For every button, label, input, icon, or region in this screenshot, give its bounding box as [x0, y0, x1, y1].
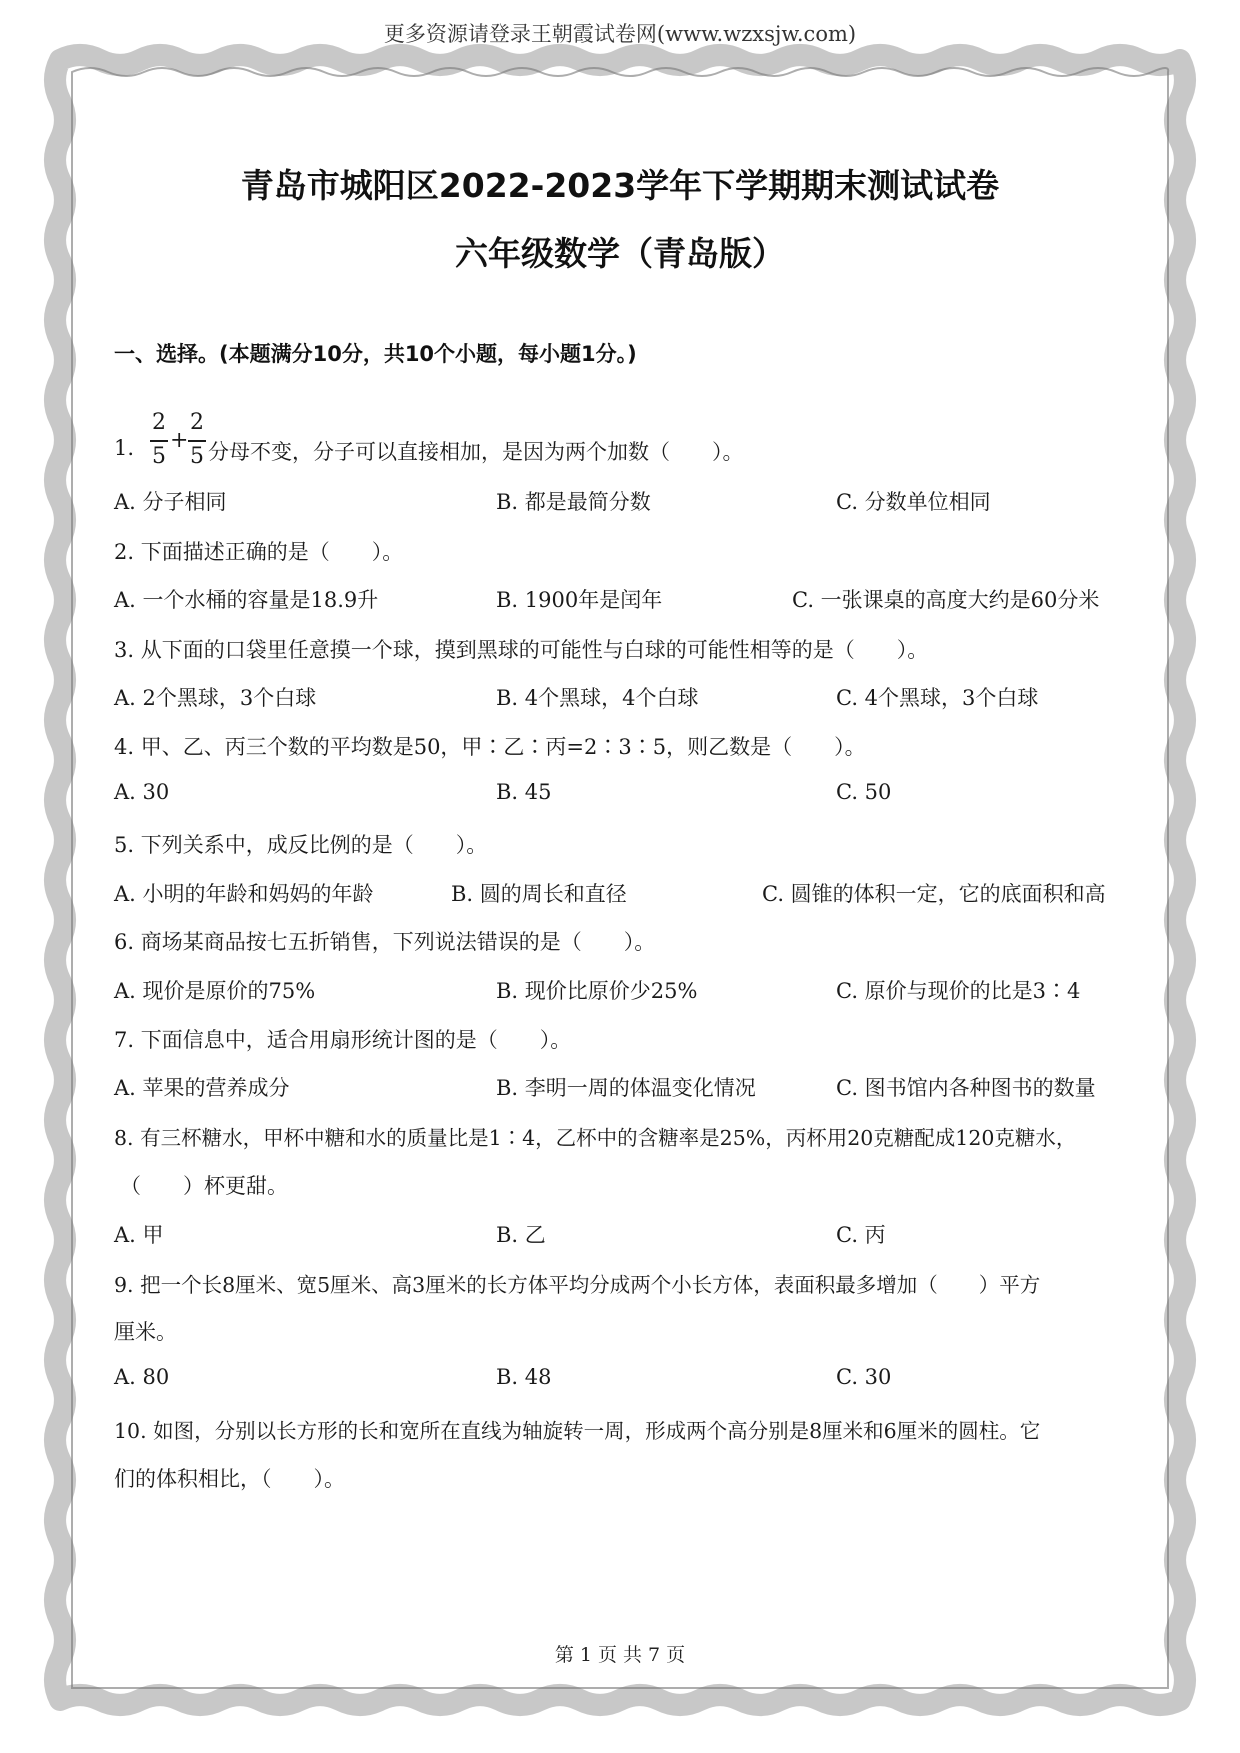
site-notice: 更多资源请登录王朝霞试卷网(www.wzxsjw.com): [383, 22, 857, 46]
q8-option-c: C. 丙: [836, 1223, 886, 1247]
q7-option-b: B. 李明一周的体温变化情况: [496, 1076, 756, 1100]
q5-text: 5. 下列关系中，成反比例的是（ ）。: [114, 833, 488, 857]
q1-frac2-denominator: 5: [190, 444, 204, 469]
q6-option-b: B. 现价比原价少25%: [496, 979, 698, 1003]
q2-option-c: C. 一张课桌的高度大约是60分米: [792, 588, 1100, 612]
q9-text: 9. 把一个长8厘米、宽5厘米、高3厘米的长方体平均分成两个小长方体，表面积最多增加（ ）平方: [114, 1273, 1041, 1297]
q8-text: 8. 有三杯糖水，甲杯中糖和水的质量比是1∶4，乙杯中的含糖率是25%，丙杯用20克糖配成120克糖水，: [114, 1126, 1077, 1150]
q6-option-a: A. 现价是原价的75%: [114, 979, 316, 1003]
q9-option-b: B. 48: [496, 1365, 552, 1389]
q4-option-a: A. 30: [114, 780, 170, 804]
q10-text: 10. 如图，分别以长方形的长和宽所在直线为轴旋转一周，形成两个高分别是8厘米和6厘米的圆柱。它: [114, 1419, 1041, 1443]
q4-text: 4. 甲、乙、丙三个数的平均数是50，甲∶乙∶丙=2∶3∶5，则乙数是（ ）。: [114, 735, 866, 759]
q4-option-b: B. 45: [496, 780, 552, 804]
q2-text: 2. 下面描述正确的是（ ）。: [114, 540, 404, 564]
q1-text: 分母不变，分子可以直接相加，是因为两个加数（ ）。: [208, 440, 744, 464]
q9-text-cont: 厘米。: [114, 1320, 177, 1344]
q1-number: 1.: [114, 436, 135, 460]
q5-option-a: A. 小明的年龄和妈妈的年龄: [114, 882, 374, 906]
q10-text-cont: 们的体积相比，（ ）。: [114, 1467, 345, 1491]
q1-option-b: B. 都是最简分数: [496, 490, 651, 514]
q1-frac1-denominator: 5: [152, 444, 166, 469]
q1-frac2-numerator: 2: [190, 410, 204, 435]
q7-option-a: A. 苹果的营养成分: [114, 1076, 290, 1100]
q1-plus: +: [170, 428, 189, 453]
q9-option-a: A. 80: [114, 1365, 170, 1389]
q2-option-a: A. 一个水桶的容量是18.9升: [114, 588, 379, 612]
exam-subtitle: 六年级数学（青岛版）: [455, 234, 785, 273]
q1-option-c: C. 分数单位相同: [836, 490, 991, 514]
q7-option-c: C. 图书馆内各种图书的数量: [836, 1076, 1096, 1100]
exam-title: 青岛市城阳区2022-2023学年下学期期末测试试卷: [240, 166, 1000, 205]
q8-text-cont: （ ）杯更甜。: [120, 1174, 288, 1198]
q9-option-c: C. 30: [836, 1365, 892, 1389]
q5-option-b: B. 圆的周长和直径: [451, 882, 627, 906]
q3-option-b: B. 4个黑球，4个白球: [496, 686, 699, 710]
q4-option-c: C. 50: [836, 780, 892, 804]
q6-text: 6. 商场某商品按七五折销售，下列说法错误的是（ ）。: [114, 930, 656, 954]
q1-frac2-bar: [188, 440, 206, 442]
q2-option-b: B. 1900年是闰年: [496, 588, 663, 612]
q3-option-a: A. 2个黑球，3个白球: [114, 686, 317, 710]
q1-frac1-numerator: 2: [152, 410, 166, 435]
q3-text: 3. 从下面的口袋里任意摸一个球，摸到黑球的可能性与白球的可能性相等的是（ ）。: [114, 638, 929, 662]
q1-option-a: A. 分子相同: [114, 490, 227, 514]
q8-option-a: A. 甲: [114, 1223, 164, 1247]
q3-option-c: C. 4个黑球，3个白球: [836, 686, 1039, 710]
q5-option-c: C. 圆锥的体积一定，它的底面积和高: [762, 882, 1106, 906]
q8-option-b: B. 乙: [496, 1223, 546, 1247]
q6-option-c: C. 原价与现价的比是3∶4: [836, 979, 1081, 1003]
q7-text: 7. 下面信息中，适合用扇形统计图的是（ ）。: [114, 1028, 572, 1052]
q1-frac1-bar: [150, 440, 168, 442]
section-heading: 一、选择。(本题满分10分，共10个小题，每小题1分。): [114, 342, 637, 366]
page-footer: 第 1 页 共 7 页: [554, 1644, 686, 1666]
